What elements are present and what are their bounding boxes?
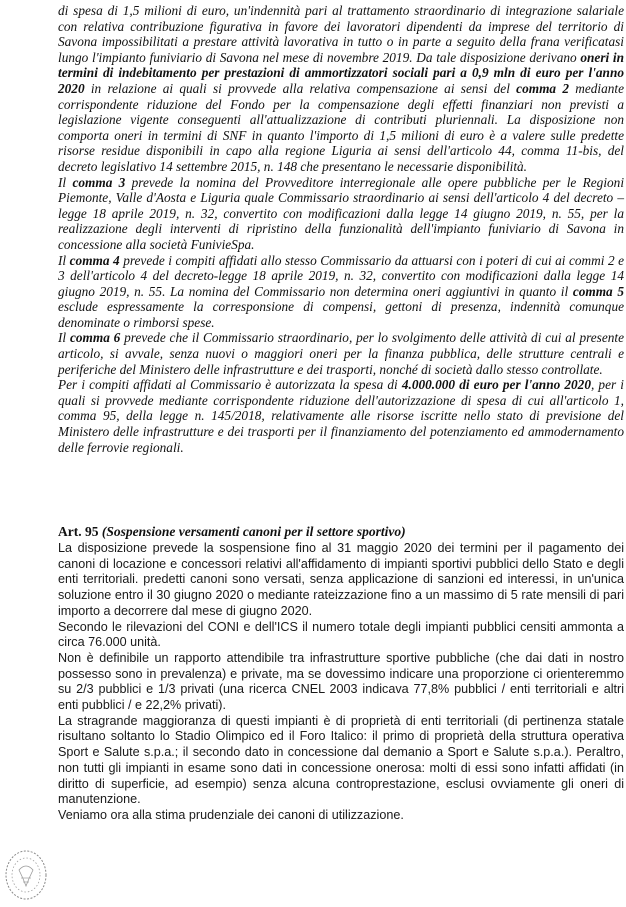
article-heading xyxy=(58,524,624,540)
previous-article-text xyxy=(58,3,624,455)
paragraph: di spesa di 1,5 milioni di euro, un'indennità pari al trattamento straordinario di integrazione salariale con relativa contribuzione figurativa in favore dei lavoratori dipendenti da imprese del territorio di Savona impossibilitati a prestare attività lavorativa in tutto o in parte a seguito della frana verificatasi lungo l'impianto funiviario di Savona nel mese di novembre 2019. Da tale disposizione derivano oneri in termini di indebitamento per prestazioni di ammortizzatori sociali pari a 0,9 mln di euro per l'anno 2020 in relazione ai quali si provvede alla relativa compensazione ai sensi del comma 2 mediante corrispondente riduzione del Fondo per la compensazione degli effetti finanziari non previsti a legislazione vigente conseguenti all'attualizzazione di contributi pluriennali. La disposizione non comporta oneri in termini di SNF in quanto l'importo di 1,5 milioni di euro è a valere sulle predette risorse residue disponibili in capo alla regione Liguria ai sensi dell'articolo 44, comma 11-bis, del decreto legislativo 14 settembre 2015, n. 148 che presentano le necessarie disponibilità. xyxy=(58,3,624,174)
paragraph: La disposizione prevede la sospensione fino al 31 maggio 2020 dei termini per il pagamento dei canoni di locazione e concessori relativi all'affidamento di impianti sportivi pubblici dello Stato e degli enti territoriali. predetti canoni sono versati, senza applicazione di sanzioni ed interessi, in un'unica soluzione entro il 30 giugno 2020 o mediante rateizzazione fino a un massimo di 5 rate mensili di pari importo a decorrere dal mese di giugno 2020. xyxy=(58,541,624,618)
paragraph: La stragrande maggioranza di questi impianti è di proprietà di enti territoriali (di pertinenza statale risultano soltanto lo Stadio Olimpico ed il Foro Italico: il primo di proprietà della struttura operativa Sport e Salute s.p.a.; il secondo dato in concessione dal demanio a Sport e Salute s.p.a.). Peraltro, non tutti gli impianti in esame sono dati in concessione onerosa: molti di essi sono infatti affidati (in diritto di superficie, ad esempio) senza alcuna controprestazione, esclusi ovviamente gli oneri di manutenzione. xyxy=(58,713,624,807)
paragraph: Secondo le rilevazioni del CONI e dell'ICS il numero totale degli impianti pubblici censiti ammonta a circa 76.000 unità. xyxy=(58,619,624,650)
article-number: Art. 95 xyxy=(58,524,99,539)
paragraph: Per i compiti affidati al Commissario è autorizzata la spesa di 4.000.000 di euro per l'anno 2020, per i quali si provvede mediante corrispondente riduzione dell'autorizzazione di spesa di cui all'articolo 1, comma 95, della legge n. 145/2018, relativamente alle risorse iscritte nello stato di previsione del Ministero delle infrastrutture e dei trasporti per il finanziamento del potenziamento ed ammodernamento delle ferrovie regionali. xyxy=(58,377,624,455)
paragraph: Non è definibile un rapporto attendibile tra infrastrutture sportive pubbliche (che dai dati in nostro possesso sono in prevalenza) e private, ma se dovessimo indicare una proporzione ci orienteremmo su 2/3 pubblici e 1/3 privati (una ricerca CNEL 2003 indicava 77,8% pubblici / enti territoriali e altri enti pubblici / e 22,2% privati). xyxy=(58,650,624,713)
paragraph: Il comma 4 prevede i compiti affidati allo stesso Commissario da attuarsi con i poteri di cui ai commi 2 e 3 dell'articolo 4 del decreto-legge 18 aprile 2019, n. 32, convertito con modificazioni dalla legge 14 giugno 2019, n. 55. La nomina del Commissario non determina oneri aggiuntivi in quanto il comma 5 esclude espressamente la corresponsione di compensi, gettoni di presenza, indennità comunque denominate o rimborsi spese. xyxy=(58,252,625,330)
article-subtitle: (Sospensione versamenti canoni per il settore sportivo) xyxy=(101,524,406,539)
paragraph: Il comma 3 prevede la nomina del Provveditore interregionale alle opere pubbliche per le Regioni Piemonte, Valle d'Aosta e Liguria quale Commissario straordinario ai sensi dell'articolo 4 del decreto – legge 18 aprile 2019, n. 32, convertito con modificazioni dalla legge 14 giugno 2019, n. 55, per la realizzazione degli interventi di ripristino della funzionalità dell'impianto funiviario di Savona in concessione alla società FunivieSpa. xyxy=(58,174,625,252)
paragraph: Il comma 6 prevede che il Commissario straordinario, per lo svolgimento delle attività di cui al presente articolo, si avvale, senza nuovi o maggiori oneri per la finanza pubblica, delle strutture centrali e periferiche del Ministero delle infrastrutture e dei trasporti, nonché di società dallo stesso controllate. xyxy=(58,330,625,377)
article-body xyxy=(58,541,624,824)
official-seal-stamp xyxy=(3,848,49,902)
paragraph: Veniamo ora alla stima prudenziale dei canoni di utilizzazione. xyxy=(58,807,404,822)
